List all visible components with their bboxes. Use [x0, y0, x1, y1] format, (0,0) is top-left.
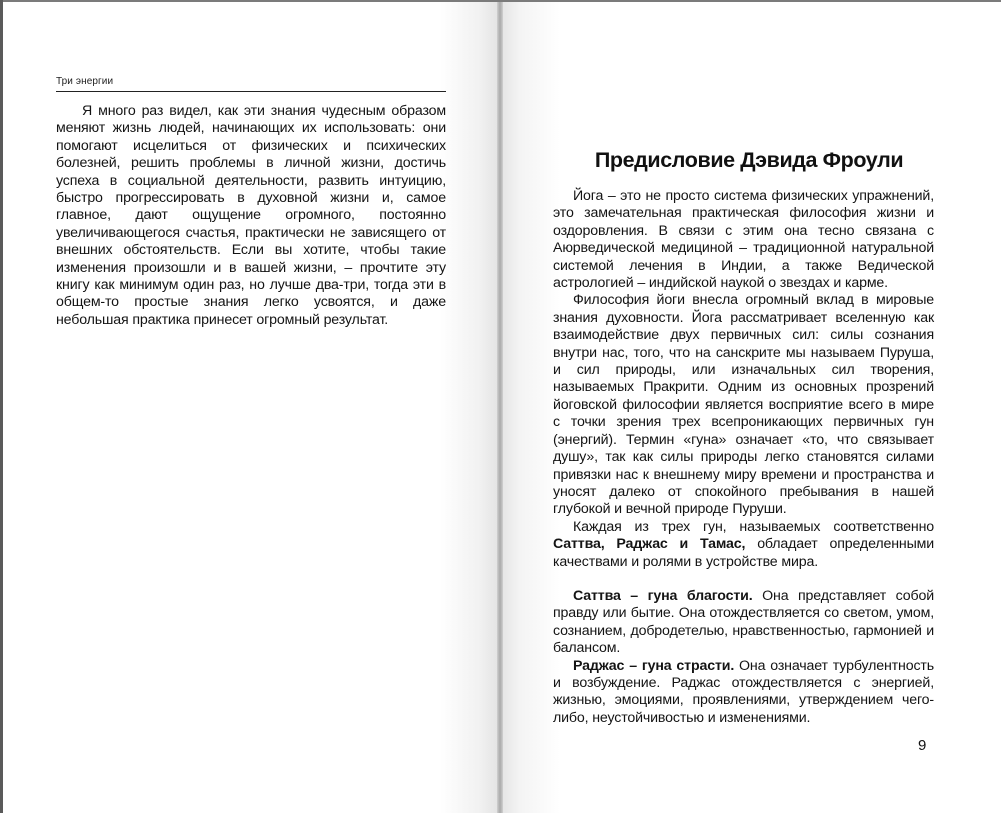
right-page-body — [553, 188, 934, 727]
paragraph-three-gunas — [553, 519, 934, 571]
book-gutter — [497, 0, 503, 813]
sattva-heading: Саттва – гуна благости. — [573, 587, 753, 604]
chapter-title: Предисловие Дэвида Фроули — [594, 148, 904, 172]
gunas-names: Саттва, Раджас и Тамас, — [553, 536, 746, 553]
left-border — [0, 0, 3, 813]
gunas-outro-text: обладает определенными качествами и ролями в устройстве мира. — [553, 536, 934, 570]
gunas-intro-text: Каждая из трех гун, называемых соответственно — [573, 518, 934, 535]
left-page-body — [56, 103, 446, 329]
running-head: Три энергии — [56, 76, 114, 87]
page-number: 9 — [918, 737, 927, 754]
rajas-text: Она означает турбулентность и возбуждение. Раджас отождествляется с энергией, жизнью, эмоциями, проявлениями, утверждением чего-либо, неустойчивостью и изменениями. — [553, 657, 934, 726]
paragraph-yoga-philosophy: Философия йоги внесла огромный вклад в мировые знания духовности. Йога рассматривает вселенную как взаимодействие двух первичных сил: силы сознания внутри нас, того, что на санскрите мы называем Пуруша, и сил природы, или изначальных сил творения, называемых Пракрити. Одним из основных прозрений йоговской философии является восприятие всего в мире с точки зрения трех всепроникающих первичных гун (энергий). Термин «гуна» означает «то, что связывает душу», так как силы природы легко становятся силами привязки нас к внешнему миру времени и пространства и уносят далеко от спокойного пребывания в нашей глубокой и вечной природе Пуруши. — [553, 292, 934, 518]
top-border — [0, 0, 1001, 2]
paragraph-rajas — [553, 658, 934, 728]
sattva-text: Она представляет собой правду или бытие. Она отождествляется со светом, умом, сознанием, добродетелью, нравственностью, гармонией и балансом. — [553, 587, 934, 657]
running-head-rule — [56, 91, 446, 92]
paragraph-yoga-intro: Йога – это не просто система физических упражнений, это замечательная практическая философия жизни и оздоровления. В связи с этим она тесно связана с Аюрведической медициной – традиционной натуральной системой лечения в Индии, а также Ведической астрологией – индийской наукой о звездах и карме. — [553, 188, 934, 292]
left-paragraph: Я много раз видел, как эти знания чудесным образом меняют жизнь людей, начинающих их использовать: они помогают исцелиться от физических и психических болезней, решить проблемы в личной жизни, достичь успеха в социальной деятельности, развить интуицию, быстро прогрессировать в духовной жизни и, самое главное, дают ощущение огромного, постоянно увеличивающегося счастья, практически не зависящего от внешних обстоятельств. Если вы хотите, чтобы такие изменения произошли и в вашей жизни, – прочтите эту книгу как минимум один раз, но лучше два-три, тогда эти в общем-то простые знания легко усвоятся, и даже небольшая практика принесет огромный результат. — [56, 103, 446, 328]
rajas-heading: Раджас – гуна страсти. — [573, 657, 735, 674]
paragraph-sattva — [553, 588, 934, 658]
